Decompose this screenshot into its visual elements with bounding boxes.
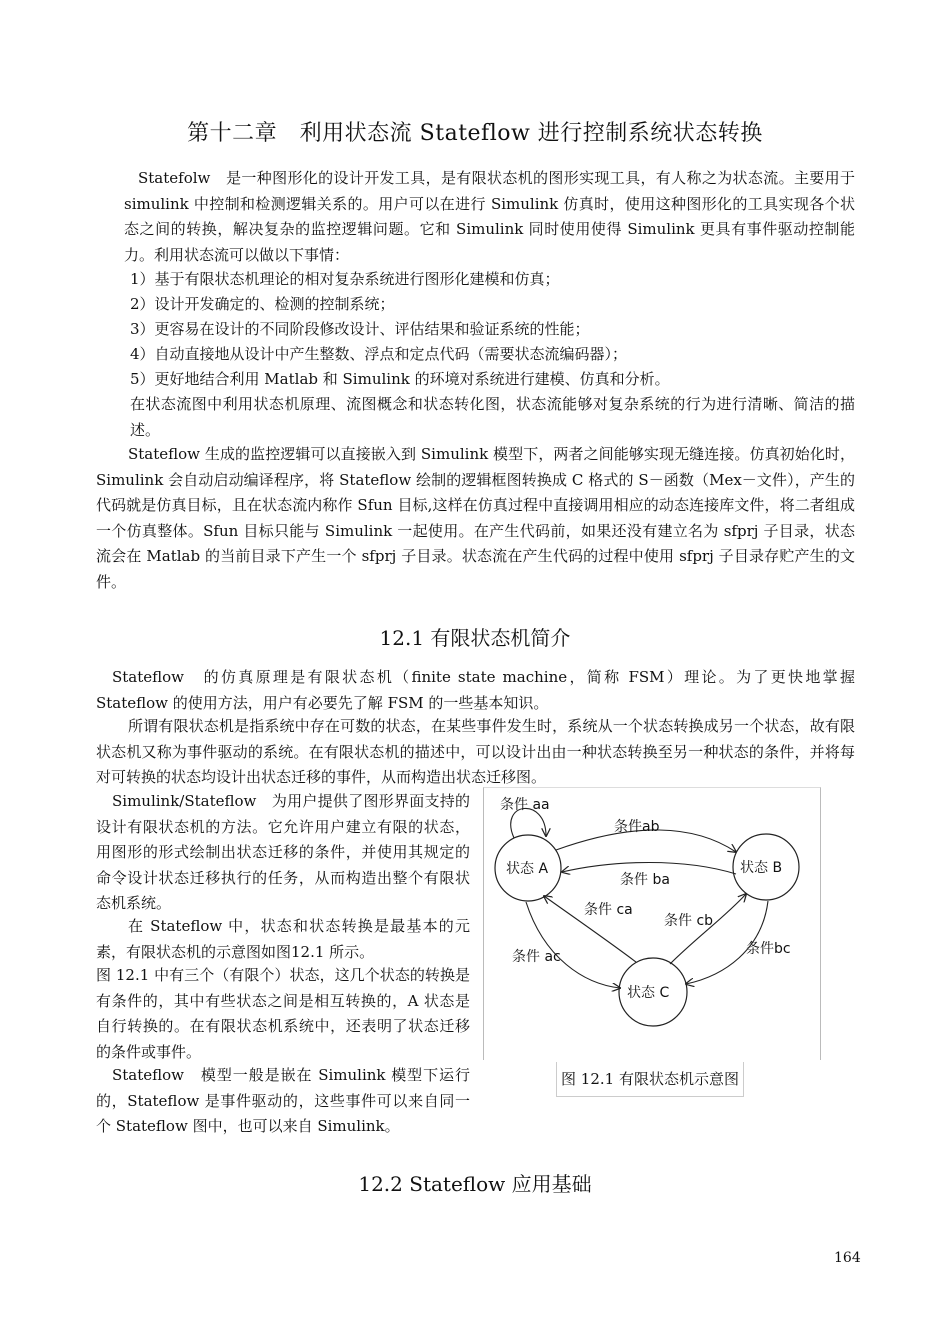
fsm-figure xyxy=(483,787,821,1060)
section-12-1-paragraph-5: 图 12.1 中有三个（有限个）状态，这几个状态的转换是有条件的，其中有些状态之间是相互转换的，A 状态是自行转换的。在有限状态机系统中，还表明了状态迁移的条件或事件。 xyxy=(96,966,470,1061)
intro-list-item-2: 2）设计开发确定的、检测的控制系统； xyxy=(130,295,395,313)
section-12-1-paragraph-6: Stateflow 模型一般是嵌在 Simulink 模型下运行的，Stateflow 是事件驱动的，这些事件可以来自同一个 Stateflow 图中，也可以来自 Simulink。 xyxy=(96,1066,470,1135)
state-a-label: 状态 A xyxy=(506,861,549,877)
intro-paragraph-2: 在状态流图中利用状态机原理、流图概念和状态转化图，状态流能够对复杂系统的行为进行清晰、简洁的描述。 xyxy=(130,395,855,439)
section-12-1-paragraph-1: Stateflow 的仿真原理是有限状态机（finite state machine，简称 FSM）理论。为了更快地掌握 Stateflow 的使用方法，用户有必要先了解 FSM 的一些基本知识。 xyxy=(96,668,855,712)
section-12-1-paragraph-3: Simulink/Stateflow 为用户提供了图形界面支持的设计有限状态机的方法。它允许用户建立有限的状态，用图形的形式绘制出状态迁移的条件，并使用其规定的命令设计状态迁移执行的任务，从而构造出整个有限状态机系统。 xyxy=(96,792,470,912)
intro-paragraph-3: Stateflow 生成的监控逻辑可以直接嵌入到 Simulink 模型下，两者之间能够实现无缝连接。仿真初始化时，Simulink 会自动启动编译程序，将 Stateflow 绘制的逻辑框图转换成 C 格式的 S－函数（Mex－文件），产生的代码就是仿真目标，且在状态流内称作 Sfun 目标,这样在仿真过程中直接调用相应的动态连接库文件，将二者组成一个仿真整体。Sfun 目标只能与 Simulink 一起使用。在产生代码前，如果还没有建立名为 sfprj 子目录，状态流会在 Matlab 的当前目录下产生一个 sfprj 子目录。状态流在产生代码的过程中使用 sfprj 子目录存贮产生的文件。 xyxy=(96,445,855,591)
condition-aa-label: 条件 aa xyxy=(500,797,550,813)
fsm-diagram xyxy=(484,788,820,1060)
chapter-title: 第十二章 利用状态流 Stateflow 进行控制系统状态转换 xyxy=(187,121,763,146)
intro-list-item-4: 4）自动直接地从设计中产生整数、浮点和定点代码（需要状态流编码器）； xyxy=(130,345,628,363)
section-12-1-paragraph-4: 在 Stateflow 中，状态和状态转换是最基本的元素，有限状态机的示意图如图12.1 所示。 xyxy=(96,917,470,961)
intro-list-item-5: 5）更好地结合利用 Matlab 和 Simulink 的环境对系统进行建模、仿真和分析。 xyxy=(130,370,670,388)
intro-list-item-1: 1）基于有限状态机理论的相对复杂系统进行图形化建模和仿真； xyxy=(130,270,560,288)
section-12-1-paragraph-2: 所谓有限状态机是指系统中存在可数的状态，在某些事件发生时，系统从一个状态转换成另一个状态，故有限状态机又称为事件驱动的系统。在有限状态机的描述中，可以设计出由一种状态转换至另一种状态的条件，并将每对可转换的状态均设计出状态迁移的事件，从而构造出状态迁移图。 xyxy=(96,717,855,786)
intro-list-item-3: 3）更容易在设计的不同阶段修改设计、评估结果和验证系统的性能； xyxy=(130,320,590,338)
condition-ab-label: 条件ab xyxy=(614,819,660,835)
figure-caption: 图 12.1 有限状态机示意图 xyxy=(556,1062,744,1097)
state-b-label: 状态 B xyxy=(740,860,783,876)
condition-ac-label: 条件 ac xyxy=(512,949,561,965)
condition-bc-label: 条件bc xyxy=(746,941,791,957)
page-number: 164 xyxy=(834,1250,861,1266)
condition-ca-label: 条件 ca xyxy=(584,902,633,918)
transition-cb xyxy=(670,894,746,964)
intro-paragraph-1: Statefolw 是一种图形化的设计开发工具，是有限状态机的图形实现工具，有人称之为状态流。主要用于 simulink 中控制和检测逻辑关系的。用户可以在进行 Simulink 仿真时，使用这种图形化的工具实现各个状态之间的转换，解决复杂的监控逻辑问题。它和 Simulink 同时使用使得 Simulink 更具有事件驱动控制能力。利用状态流可以做以下事情： xyxy=(124,169,855,264)
state-c-label: 状态 C xyxy=(627,985,670,1001)
condition-ba-label: 条件 ba xyxy=(620,872,670,888)
section-12-2-title: 12.2 Stateflow 应用基础 xyxy=(358,1172,592,1196)
section-12-1-title: 12.1 有限状态机简介 xyxy=(379,626,571,650)
condition-cb-label: 条件 cb xyxy=(664,913,714,929)
